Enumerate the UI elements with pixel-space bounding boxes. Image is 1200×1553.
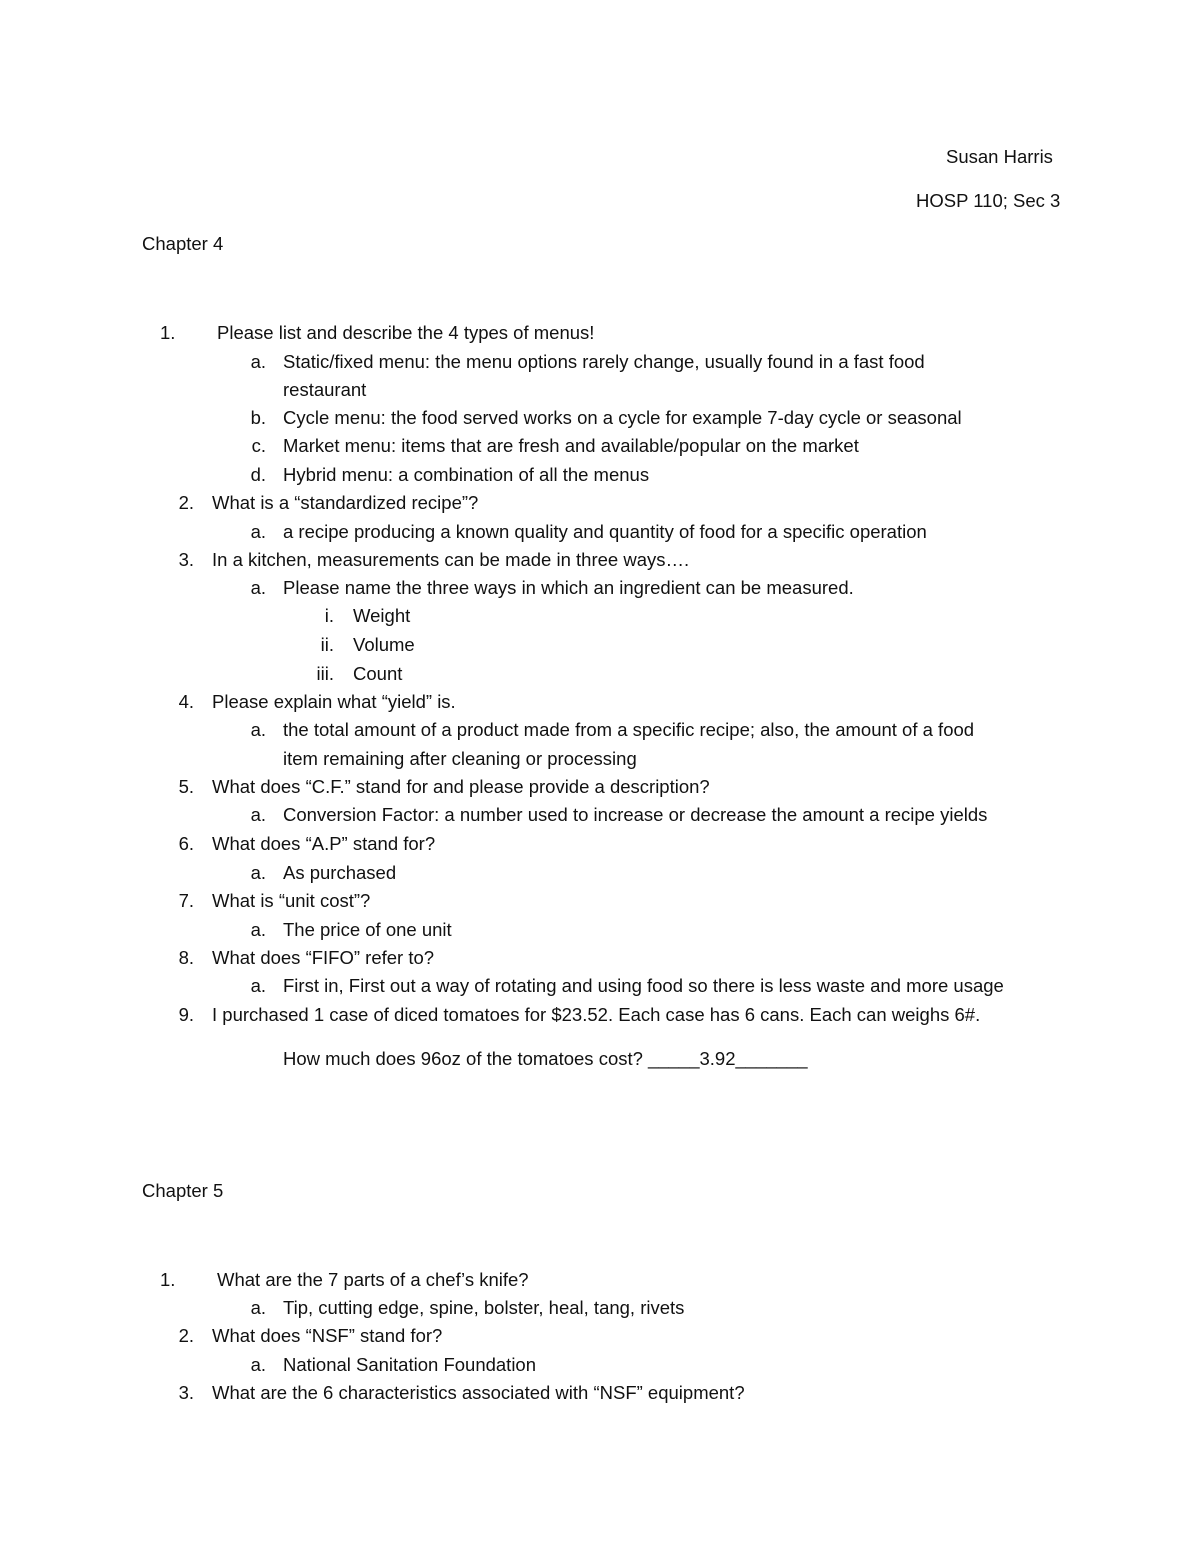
answer-marker: a.	[250, 577, 266, 598]
question-text: What are the 7 parts of a chef’s knife?	[217, 1269, 529, 1290]
answer-marker: a.	[250, 1297, 266, 1318]
answer-text: a recipe producing a known quality and quantity of food for a specific operation	[283, 521, 927, 542]
question-number: 6.	[178, 833, 194, 854]
question-text: What is “unit cost”?	[212, 890, 371, 911]
answer-marker: a.	[250, 862, 266, 883]
answer-text: Cycle menu: the food served works on a cycle for example 7-day cycle or seasonal	[283, 407, 962, 428]
question-number: 1.	[160, 1269, 176, 1290]
question-text: Please explain what “yield” is.	[212, 691, 456, 712]
question-number: 7.	[178, 890, 194, 911]
answer-marker: a.	[250, 719, 266, 740]
subitem-text: Count	[353, 663, 403, 684]
question-text: What does “C.F.” stand for and please provide a description?	[212, 776, 710, 797]
answer-text: National Sanitation Foundation	[283, 1354, 537, 1375]
question-text: What is a “standardized recipe”?	[212, 492, 479, 513]
answer-text-continued: item remaining after cleaning or processing	[283, 748, 637, 769]
course-section: HOSP 110; Sec 3	[916, 190, 1061, 211]
question-text: I purchased 1 case of diced tomatoes for $23.52. Each case has 6 cans. Each can weighs 6#.	[212, 1004, 981, 1025]
chapter-5-heading: Chapter 5	[142, 1180, 224, 1201]
answer-text: The price of one unit	[283, 919, 452, 940]
subitem-marker: i.	[324, 605, 334, 626]
answer-text: Please name the three ways in which an ingredient can be measured.	[283, 577, 854, 598]
chapter-4-heading: Chapter 4	[142, 233, 224, 254]
answer-marker: d.	[250, 464, 266, 485]
question-number: 2.	[178, 1325, 194, 1346]
answer-marker: a.	[250, 1354, 266, 1375]
question-number: 1.	[160, 322, 176, 343]
question-text: In a kitchen, measurements can be made in three ways….	[212, 549, 690, 570]
question-text: What does “NSF” stand for?	[212, 1325, 443, 1346]
answer-text: Static/fixed menu: the menu options rarely change, usually found in a fast food	[283, 351, 925, 372]
answer-text: Hybrid menu: a combination of all the menus	[283, 464, 650, 485]
answer-marker: a.	[250, 919, 266, 940]
answer-text: As purchased	[283, 862, 397, 883]
question-number: 5.	[178, 776, 194, 797]
question-text: What does “A.P” stand for?	[212, 833, 436, 854]
question-number: 9.	[178, 1004, 194, 1025]
answer-text: Tip, cutting edge, spine, bolster, heal, tang, rivets	[283, 1297, 685, 1318]
question-number: 8.	[178, 947, 194, 968]
student-name: Susan Harris	[946, 146, 1053, 167]
answer-marker: a.	[250, 351, 266, 372]
answer-marker: c.	[251, 435, 266, 456]
question-text: What are the 6 characteristics associated with “NSF” equipment?	[212, 1382, 745, 1403]
subitem-marker: ii.	[320, 634, 334, 655]
question-number: 3.	[178, 549, 194, 570]
subitem-text: Weight	[353, 605, 411, 626]
answer-text: the total amount of a product made from a specific recipe; also, the amount of a food	[283, 719, 975, 740]
question-number: 4.	[178, 691, 194, 712]
question-text: Please list and describe the 4 types of menus!	[217, 322, 595, 343]
answer-marker: a.	[250, 975, 266, 996]
question-followup-answer: How much does 96oz of the tomatoes cost? _____3.92_______	[283, 1048, 808, 1069]
answer-marker: a.	[250, 521, 266, 542]
answer-text-continued: restaurant	[283, 379, 367, 400]
subitem-text: Volume	[353, 634, 415, 655]
question-number: 3.	[178, 1382, 194, 1403]
subitem-marker: iii.	[316, 663, 334, 684]
answer-text: Conversion Factor: a number used to increase or decrease the amount a recipe yields	[283, 804, 988, 825]
answer-text: Market menu: items that are fresh and available/popular on the market	[283, 435, 859, 456]
answer-marker: a.	[250, 804, 266, 825]
question-number: 2.	[178, 492, 194, 513]
answer-marker: b.	[250, 407, 266, 428]
question-text: What does “FIFO” refer to?	[212, 947, 435, 968]
answer-text: First in, First out a way of rotating and using food so there is less waste and more usage	[283, 975, 1004, 996]
